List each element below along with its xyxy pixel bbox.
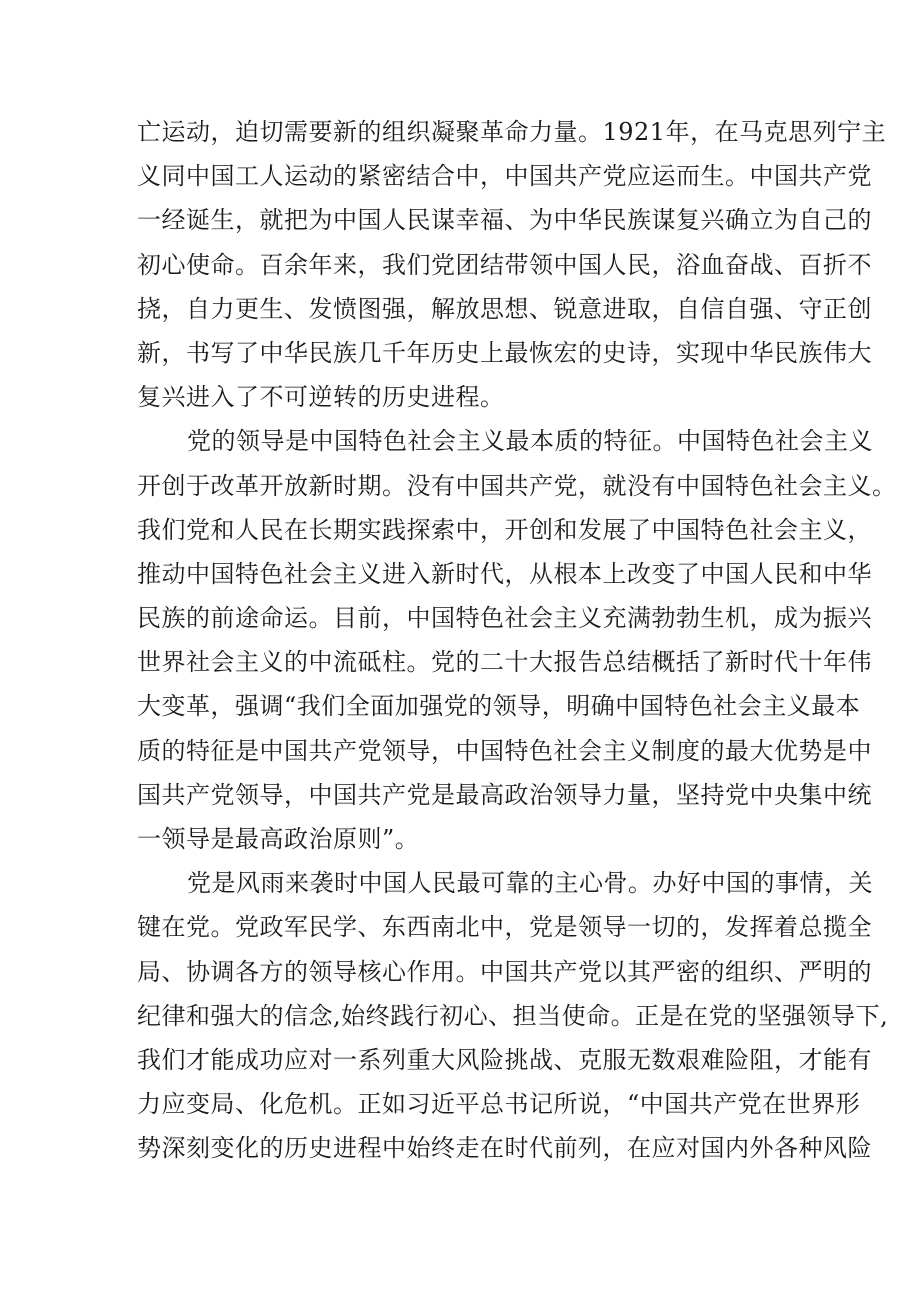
document-page <box>137 110 897 1171</box>
text-line: 推动中国特色社会主义进入新时代，从根本上改变了中国人民和中华 <box>137 559 872 588</box>
text-line: 世界社会主义的中流砥柱。党的二十大报告总结概括了新时代十年伟 <box>137 648 872 677</box>
text-line: 势深刻变化的历史进程中始终走在时代前列，在应对国内外各种风险 <box>137 1134 872 1163</box>
text-line: 义同中国工人运动的紧密结合中，中国共产党应运而生。中国共产党 <box>137 162 872 191</box>
text-line: 局、协调各方的领导核心作用。中国共产党以其严密的组织、严明的 <box>137 957 872 986</box>
text-line: 复兴进入了不可逆转的历史进程。 <box>137 383 505 412</box>
paragraph-3 <box>137 861 889 1170</box>
text-line: 力应变局、化危机。正如习近平总书记所说，“中国共产党在世界形 <box>137 1090 861 1119</box>
text-line: 党是风雨来袭时中国人民最可靠的主心骨。办好中国的事情，关 <box>187 869 873 898</box>
text-line: 一领导是最高政治原则”。 <box>137 825 420 853</box>
text-line: 质的特征是中国共产党领导，中国特色社会主义制度的最大优势是中 <box>137 736 872 765</box>
text-line: 亡运动，迫切需要新的组织凝聚革命力量。1921年，在马克思列宁主 <box>137 118 887 146</box>
text-line: 大变革，强调“我们全面加强党的领导，明确中国特色社会主义最本 <box>137 692 861 721</box>
text-line: 党的领导是中国特色社会主义最本质的特征。中国特色社会主义 <box>187 427 873 456</box>
paragraph-2 <box>137 419 897 861</box>
text-line: 民族的前途命运。目前，中国特色社会主义充满勃勃生机，成为振兴 <box>137 604 872 633</box>
text-line: 国共产党领导，中国共产党是最高政治领导力量，坚持党中央集中统 <box>137 780 872 809</box>
text-line: 初心使命。百余年来，我们党团结带领中国人民，浴血奋战、百折不 <box>137 250 872 279</box>
text-line: 我们才能成功应对一系列重大风险挑战、克服无数艰难险阻，才能有 <box>137 1045 872 1074</box>
text-line: 一经诞生，就把为中国人民谋幸福、为中华民族谋复兴确立为自己的 <box>137 206 872 235</box>
text-line: 键在党。党政军民学、东西南北中，党是领导一切的，发挥着总揽全 <box>137 913 872 942</box>
paragraph-1 <box>137 110 887 419</box>
text-line: 新，书写了中华民族几千年历史上最恢宏的史诗，实现中华民族伟大 <box>137 338 872 367</box>
text-line: 我们党和人民在长期实践探索中，开创和发展了中国特色社会主义， <box>137 515 872 544</box>
text-line: 挠，自力更生、发愤图强，解放思想、锐意进取，自信自强、守正创 <box>137 294 872 323</box>
text-line: 纪律和强大的信念,始终践行初心、担当使命。正是在党的坚强领导下, <box>137 1001 889 1030</box>
text-line: 开创于改革开放新时期。没有中国共产党，就没有中国特色社会主义。 <box>137 471 897 500</box>
